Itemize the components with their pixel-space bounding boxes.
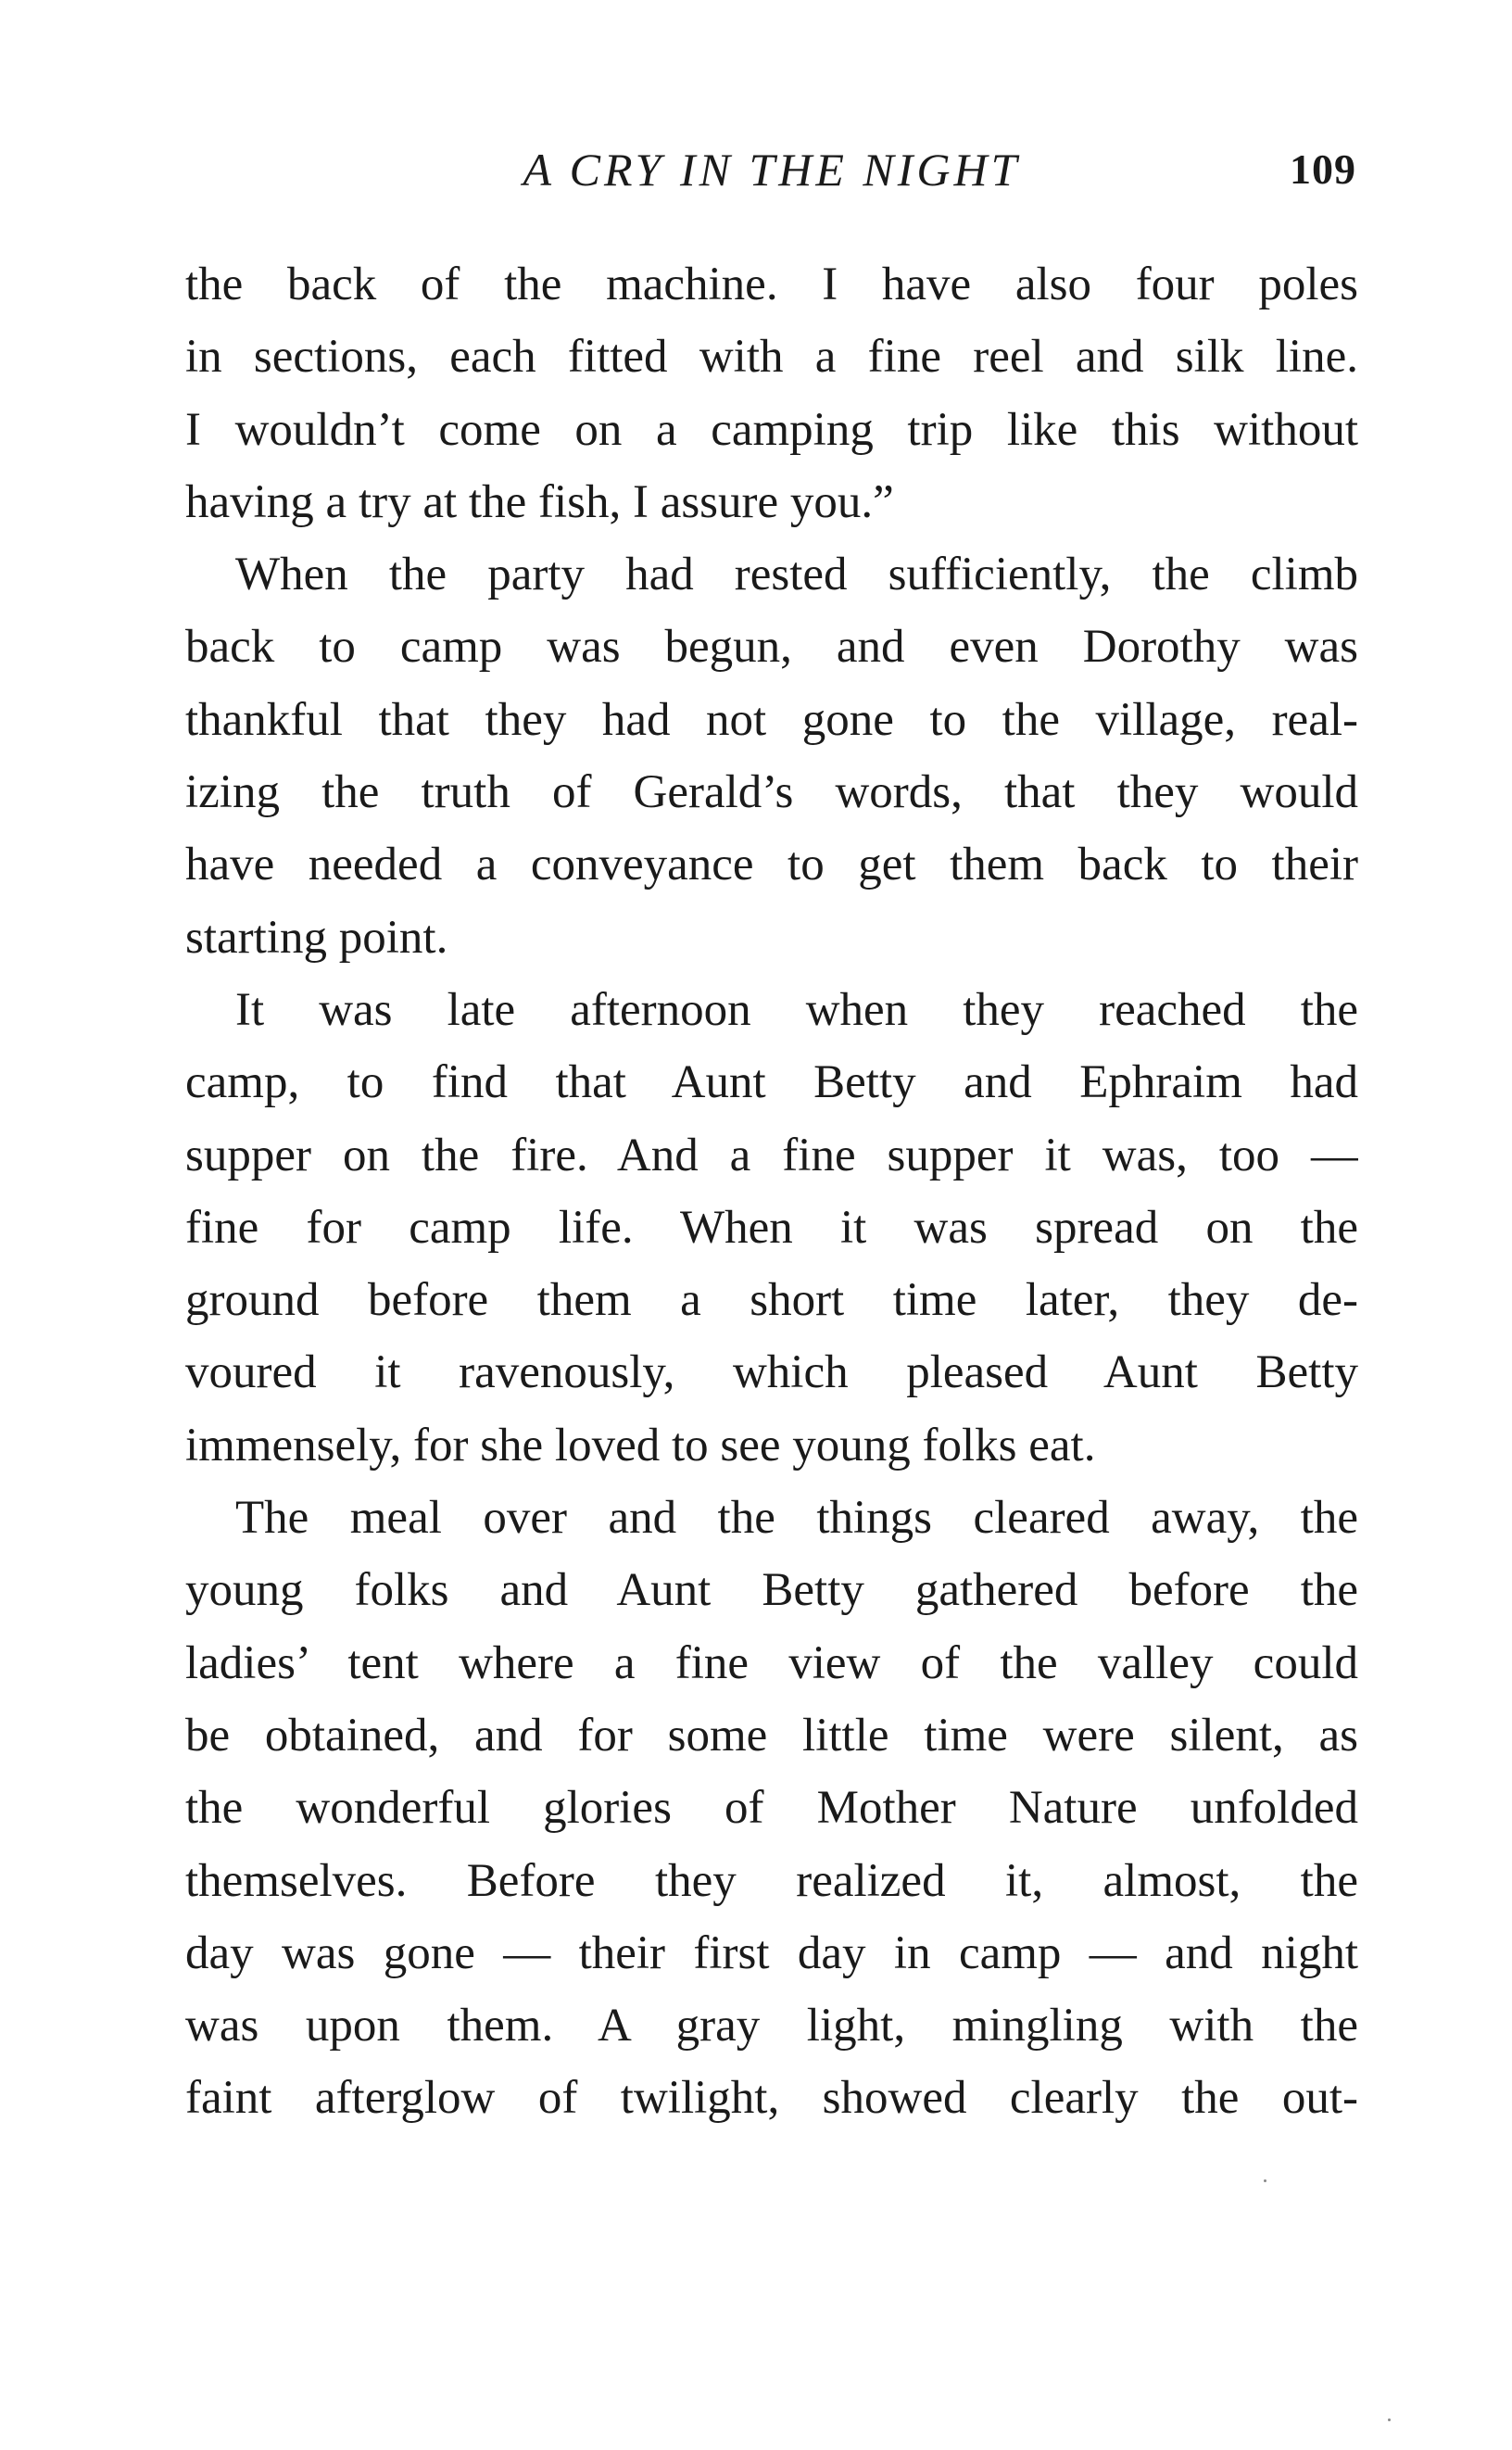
text-line: have needed a conveyance to get them back to their [185,839,1358,891]
text-line: thankful that they had not gone to the village, real- [185,693,1358,746]
paragraph-first-line: When the party had rested sufficiently, the climb [235,549,1358,601]
text-line: izing the truth of Gerald’s words, that they would [185,766,1358,819]
paper-speck [1388,2418,1391,2421]
text-line: camp, to find that Aunt Betty and Ephraim had [185,1056,1358,1109]
text-line: fine for camp life. When it was spread on the [185,1201,1358,1254]
running-title: A CRY IN THE NIGHT [523,144,1021,196]
text-line: ground before them a short time later, they de- [185,1274,1358,1327]
text-line: in sections, each fitted with a fine reel and silk line. [185,331,1358,384]
text-line: supper on the fire. And a fine supper it was, too — [185,1129,1358,1181]
text-line: ladies’ tent where a fine view of the valley could [185,1636,1358,1689]
text-line: I wouldn’t come on a camping trip like this without [185,403,1358,456]
text-line: faint afterglow of twilight, showed clearly the out- [185,2072,1358,2125]
text-line: was upon them. A gray light, mingling with the [185,2000,1358,2052]
paragraph-first-line: It was late afternoon when they reached the [235,983,1358,1036]
text-line: starting point. [185,911,448,964]
body-text [185,248,1358,2135]
running-head [185,137,1358,202]
text-line: be obtained, and for some little time were silent, as [185,1709,1358,1762]
text-line: the wonderful glories of Mother Nature unfolded [185,1782,1358,1835]
text-line: young folks and Aunt Betty gathered before the [185,1564,1358,1617]
text-line: voured it ravenously, which pleased Aunt Betty [185,1346,1358,1399]
text-line: the back of the machine. I have also four poles [185,259,1358,310]
text-line: back to camp was begun, and even Dorothy was [185,621,1358,674]
text-line: having a try at the fish, I assure you.” [185,475,894,528]
page-number: 109 [1290,145,1356,193]
paragraph-first-line: The meal over and the things cleared away, the [235,1492,1358,1545]
text-line: day was gone — their first day in camp — and night [185,1926,1358,1979]
text-line: immensely, for she loved to see young folks eat. [185,1419,1096,1471]
paper-speck [1264,2179,1266,2182]
text-line: themselves. Before they realized it, almost, the [185,1854,1358,1907]
